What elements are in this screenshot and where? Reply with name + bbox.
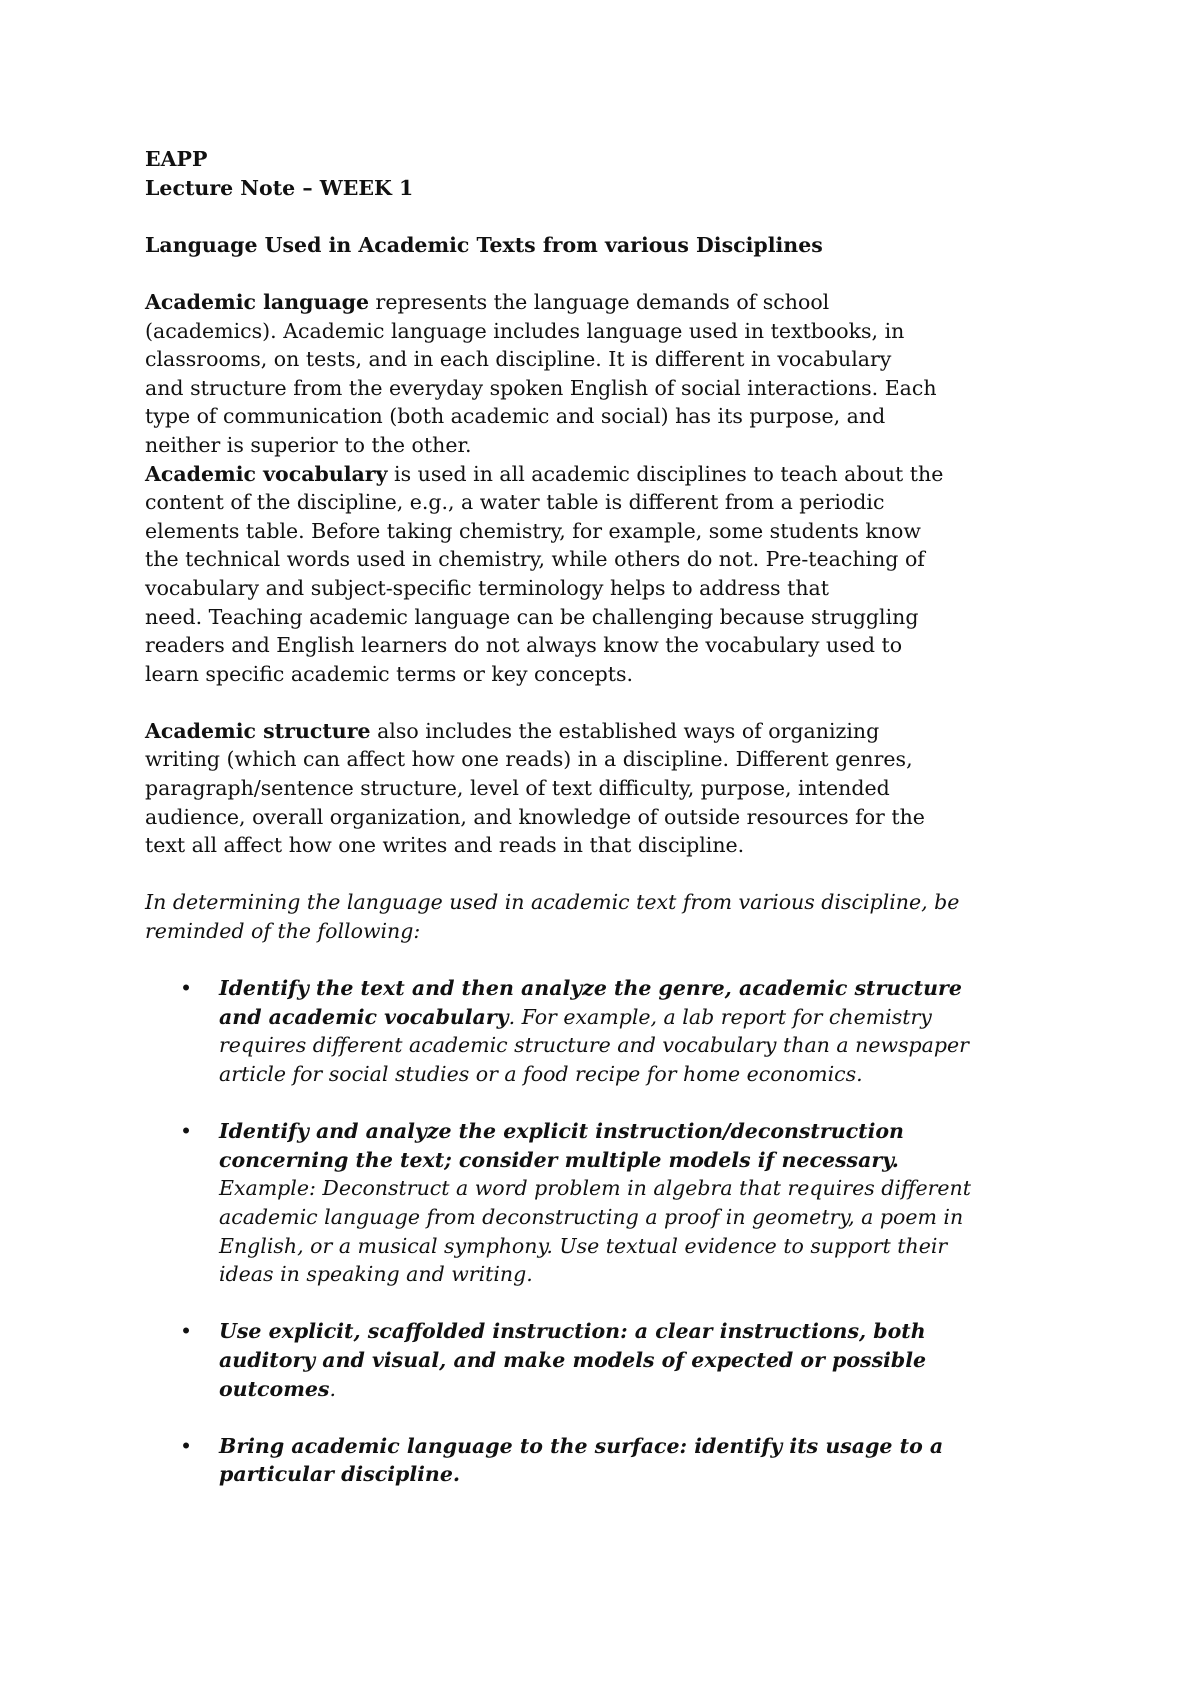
- paragraph-academic-vocabulary: [145, 460, 1075, 689]
- paragraph-line: also includes the established ways of organizing: [370, 718, 880, 743]
- guideline-list: [145, 974, 1075, 1489]
- paragraph-line: and structure from the everyday spoken English of social interactions. Each: [145, 375, 937, 400]
- reminder-paragraph: [145, 888, 1075, 945]
- list-item-line: Example: Deconstruct a word problem in algebra that requires different: [219, 1176, 971, 1201]
- list-item-line: particular discipline.: [219, 1462, 460, 1487]
- paragraph-line: neither is superior to the other.: [145, 432, 472, 457]
- spacer: [145, 946, 1075, 975]
- term-academic-vocabulary: Academic vocabulary: [145, 461, 388, 486]
- list-item-text: .: [329, 1376, 337, 1401]
- paragraph-line: need. Teaching academic language can be challenging because struggling: [145, 604, 919, 629]
- paragraph-academic-structure: [145, 717, 1075, 860]
- list-item-line: auditory and visual, and make models of expected or possible: [219, 1347, 927, 1372]
- paragraph-line: type of communication (both academic and social) has its purpose, and: [145, 404, 886, 429]
- list-item-line: English, or a musical symphony. Use textual evidence to support their: [219, 1233, 948, 1258]
- paragraph-line: writing (which can affect how one reads) in a discipline. Different genres,: [145, 747, 913, 772]
- list-item: [145, 1317, 1075, 1403]
- list-item: [145, 974, 1075, 1088]
- bullet-icon: •: [180, 1319, 193, 1344]
- paragraph-line: In determining the language used in academic text from various discipline, be: [145, 890, 960, 915]
- paragraph-line: reminded of the following:: [145, 919, 421, 944]
- paragraph-line: represents the language demands of school: [369, 289, 830, 314]
- list-item-line: article for social studies or a food recipe for home economics.: [219, 1062, 863, 1086]
- paragraph-line: audience, overall organization, and knowledge of outside resources for the: [145, 804, 925, 829]
- paragraph-line: readers and English learners do not always know the vocabulary used to: [145, 633, 903, 658]
- list-item-emphasis: and academic vocabulary: [219, 1004, 509, 1029]
- list-item-line: concerning the text; consider multiple models if necessary.: [219, 1147, 899, 1172]
- list-item-emphasis: outcomes: [219, 1376, 330, 1401]
- paragraph-line: (academics). Academic language includes language used in textbooks, in: [145, 318, 905, 343]
- list-item-line: Use explicit, scaffolded instruction: a clear instructions, both: [219, 1319, 926, 1344]
- spacer: [145, 202, 1075, 231]
- bullet-icon: •: [180, 1433, 193, 1458]
- page-content: [145, 145, 1075, 1518]
- term-academic-language: Academic language: [145, 289, 370, 314]
- paragraph-line: the technical words used in chemistry, while others do not. Pre-teaching of: [145, 547, 925, 572]
- list-item-line: Bring academic language to the surface: identify its usage to a: [219, 1433, 944, 1458]
- spacer: [145, 688, 1075, 717]
- paragraph-line: elements table. Before taking chemistry, for example, some students know: [145, 518, 921, 543]
- paragraph-line: classrooms, on tests, and in each discipline. It is different in vocabulary: [145, 347, 892, 372]
- list-item-text: . For example, a lab report for chemistry: [508, 1004, 932, 1029]
- lecture-title: Lecture Note – WEEK 1: [145, 175, 414, 200]
- spacer: [145, 259, 1075, 288]
- paragraph-line: vocabulary and subject-specific terminology helps to address that: [145, 575, 829, 600]
- list-item-line: academic language from deconstructing a proof in geometry, a poem in: [219, 1204, 964, 1229]
- paragraph-line: content of the discipline, e.g., a water table is different from a periodic: [145, 490, 885, 515]
- paragraph-line: is used in all academic disciplines to teach about the: [387, 461, 944, 486]
- list-item-line: ideas in speaking and writing.: [219, 1262, 533, 1287]
- spacer: [145, 860, 1075, 889]
- course-title: EAPP: [145, 147, 208, 171]
- bullet-icon: •: [180, 1119, 193, 1144]
- list-item: [145, 1432, 1075, 1489]
- paragraph-academic-language: [145, 288, 1075, 460]
- list-item-line: requires different academic structure and vocabulary than a newspaper: [219, 1033, 969, 1058]
- paragraph-line: text all affect how one writes and reads in that discipline.: [145, 833, 745, 858]
- bullet-icon: •: [180, 976, 193, 1001]
- paragraph-line: paragraph/sentence structure, level of text difficulty, purpose, intended: [145, 776, 890, 801]
- list-item-line: Identify and analyze the explicit instruction/deconstruction: [219, 1119, 904, 1144]
- list-item: [145, 1117, 1075, 1289]
- list-item-line: Identify the text and then analyze the genre, academic structure: [219, 976, 962, 1001]
- paragraph-line: learn specific academic terms or key concepts.: [145, 661, 634, 686]
- document-title: Language Used in Academic Texts from various Disciplines: [145, 232, 823, 257]
- term-academic-structure: Academic structure: [145, 718, 371, 743]
